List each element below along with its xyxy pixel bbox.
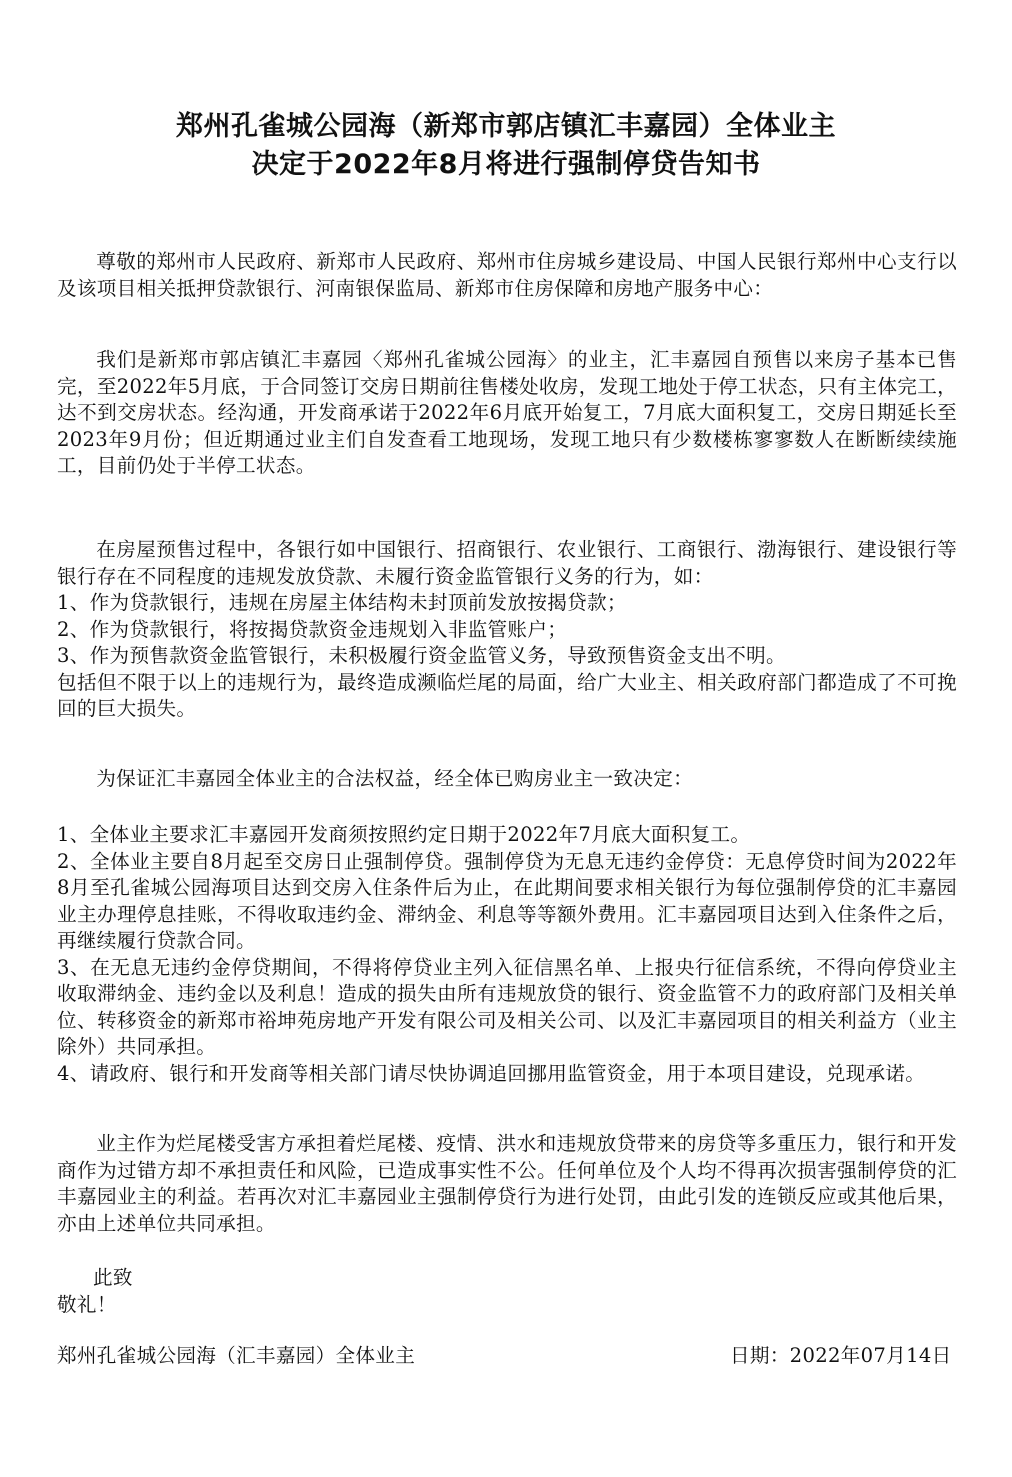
closing-paragraph: 业主作为烂尾楼受害方承担着烂尾楼、疫情、洪水和违规放贷带来的房贷等多重压力，银行和开发商作为过错方却不承担责任和风险，已造成事实性不公。任何单位及个人均不得再次损害强制停贷的汇丰嘉园业主的利益。若再次对汇丰嘉园业主强制停贷行为进行处罚，由此引发的连锁反应或其他后果，亦由上述单位共同承担。: [57, 1132, 957, 1235]
decision-list-item: 2、全体业主要自8月起至交房日止强制停贷。强制停贷为无息无违约金停贷：无息停贷时间为2022年8月至孔雀城公园海项目达到交房入住条件后为止，在此期间要求相关银行为每位强制停贷的汇丰嘉园业主办理停息挂账，不得收取违约金、滞纳金、利息等等额外费用。汇丰嘉园项目达到入住条件之后，再继续履行贷款合同。: [57, 849, 957, 952]
closing-section: [57, 1131, 957, 1237]
decisions-list: [57, 822, 957, 1087]
salutation-paragraph: 尊敬的郑州市人民政府、新郑市人民政府、郑州市住房城乡建设局、中国人民银行郑州中心支行以及该项目相关抵押贷款银行、河南银保监局、新郑市住房保障和房地产服务中心：: [57, 250, 957, 300]
decision-intro-paragraph: 为保证汇丰嘉园全体业主的合法权益，经全体已购房业主一致决定：: [96, 767, 693, 790]
banks-list-item: 2、作为贷款银行，将按揭贷款资金违规划入非监管账户；: [57, 617, 568, 641]
document-title-line-1: 郑州孔雀城公园海（新郑市郭店镇汇丰嘉园）全体业主: [176, 111, 836, 142]
decision-list-item: 1、全体业主要求汇丰嘉园开发商须按照约定日期于2022年7月底大面积复工。: [57, 823, 751, 846]
decision-list-item: 3、在无息无违约金停贷期间，不得将停贷业主列入征信黑名单、上报央行征信系统，不得向停贷业主收取滞纳金、违约金以及利息！造成的损失由所有违规放贷的银行、资金监管不力的政府部门及相关单位、转移资金的新郑市裕坤苑房地产开发有限公司及相关公司、以及汇丰嘉园项目的相关利益方（业主除外）共同承担。: [57, 955, 957, 1058]
banks-list-item: 1、作为贷款银行，违规在房屋主体结构未封顶前发放按揭贷款；: [57, 591, 627, 614]
salutation-section: [57, 249, 957, 302]
banks-list-item: 3、作为预售款资金监管银行，未积极履行资金监管义务，导致预售资金支出不明。: [57, 644, 786, 667]
document-title-line-2: 决定于2022年8月将进行强制停贷告知书: [251, 149, 761, 180]
decision-list-item: 4、请政府、银行和开发商等相关部门请尽快协调追回挪用监管资金，用于本项目建设，兑现承诺。: [57, 1061, 926, 1085]
intro-paragraph: 我们是新郑市郭店镇汇丰嘉园〈郑州孔雀城公园海〉的业主，汇丰嘉园自预售以来房子基本已售完，至2022年5月底，于合同签订交房日期前往售楼处收房，发现工地处于停工状态，只有主体完工，达不到交房状态。经沟通，开发商承诺于2022年6月底开始复工，7月底大面积复工，交房日期延长至2023年9月份；但近期通过业主们自发查看工地现场，发现工地只有少数楼栋寥寥数人在断断续续施工，目前仍处于半停工状态。: [57, 348, 957, 477]
signature-line: 郑州孔雀城公园海（汇丰嘉园）全体业主: [57, 1344, 416, 1367]
banks-conclusion: 包括但不限于以上的违规行为，最终造成濒临烂尾的局面，给广大业主、相关政府部门都造成了不可挽回的巨大损失。: [57, 670, 957, 720]
decision-intro-section: [57, 766, 957, 793]
banks-section: [57, 537, 957, 723]
intro-section: [57, 347, 957, 480]
sign-off-cizhi: 此致: [93, 1266, 133, 1289]
date-line: 日期：2022年07月14日: [730, 1344, 952, 1367]
banks-intro-paragraph: 在房屋预售过程中，各银行如中国银行、招商银行、农业银行、工商银行、渤海银行、建设银行等银行存在不同程度的违规发放贷款、未履行资金监管银行义务的行为，如：: [57, 538, 957, 588]
sign-off-jingli: 敬礼！: [57, 1293, 117, 1316]
